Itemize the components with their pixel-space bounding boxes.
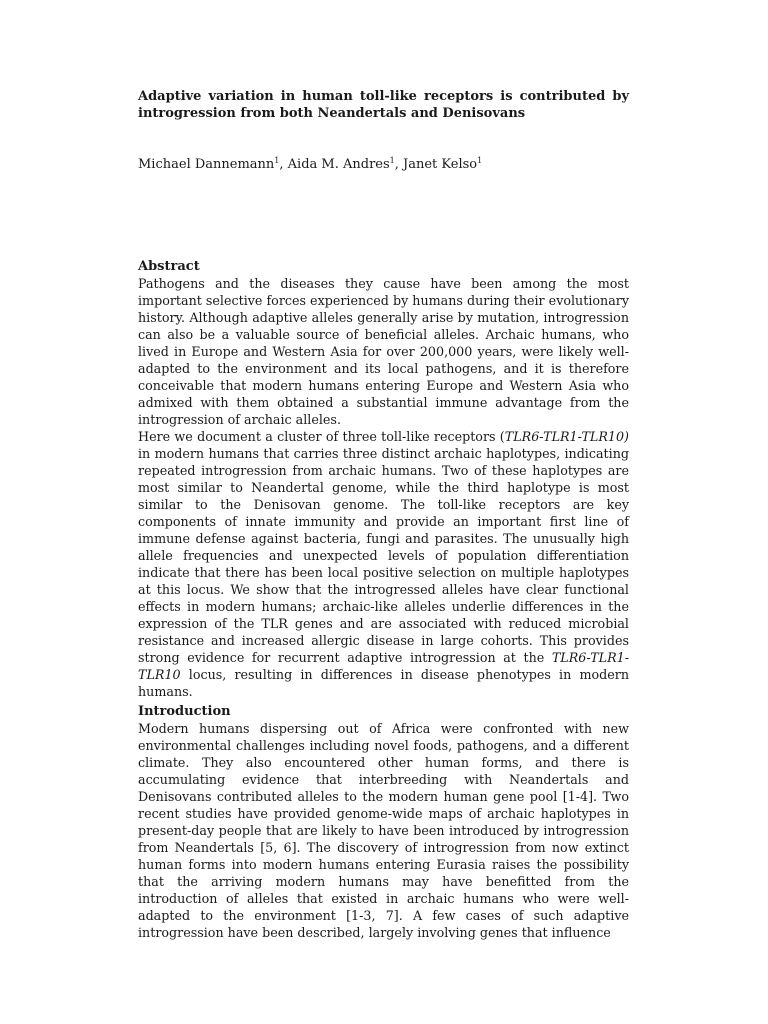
abstract-heading: Abstract bbox=[138, 259, 200, 274]
author-separator: , bbox=[394, 157, 404, 172]
author-affiliation: 1 bbox=[389, 156, 395, 165]
author-affiliation: 1 bbox=[274, 156, 280, 165]
abstract-text: Here we document a cluster of three toll-like receptors ( bbox=[138, 429, 505, 444]
abstract-paragraph-1: Pathogens and the diseases they cause have been among the most important selective forces experienced by humans during their evolutionary history. Although adaptive alleles generally arise by mutation, introgression can also be a valuable source of beneficial alleles. Archaic humans, who lived in Europe and Western Asia for over 200,000 years, were likely well-adapted to the environment and its local pathogens, and it is therefore conceivable that modern humans entering Europe and Western Asia who admixed with them obtained a substantial immune advantage from the introgression of archaic alleles. bbox=[138, 276, 629, 427]
paper-title: Adaptive variation in human toll-like receptors is contributed by introgression from both Neandertals and Denisovans bbox=[138, 89, 629, 121]
author-name: Janet Kelso bbox=[403, 157, 478, 172]
author-name: Michael Dannemann bbox=[138, 157, 275, 172]
author-affiliation: 1 bbox=[477, 156, 483, 165]
gene-name: TLR6-TLR1-TLR10) bbox=[504, 429, 629, 444]
abstract-section bbox=[138, 258, 629, 700]
introduction-section bbox=[138, 703, 629, 941]
author-list bbox=[138, 156, 482, 173]
abstract-paragraph-2 bbox=[138, 428, 629, 700]
author-name: Aida M. Andres bbox=[287, 157, 390, 172]
introduction-heading: Introduction bbox=[138, 704, 231, 719]
introduction-paragraph-1: Modern humans dispersing out of Africa were confronted with new environmental challenges including novel foods, pathogens, and a different climate. They also encountered other human forms, and there is accumulating evidence that interbreeding with Neandertals and Denisovans contributed alleles to the modern human gene pool [1-4]. Two recent studies have provided genome-wide maps of archaic haplotypes in present-day people that are likely to have been introduced by introgression from Neandertals [5, 6]. The discovery of introgression from now extinct human forms into modern humans entering Eurasia raises the possibility that the arriving modern humans may have benefitted from the introduction of alleles that existed in archaic humans who were well-adapted to the environment [1-3, 7]. A few cases of such adaptive introgression have been described, largely involving genes that influence bbox=[138, 721, 629, 940]
abstract-text: in modern humans that carries three distinct archaic haplotypes, indicating repeated introgression from archaic humans. Two of these haplotypes are most similar to Neandertal genome, while the third haplotype is most similar to the Denisovan genome. The toll-like receptors are key components of innate immunity and provide an important first line of immune defense against bacteria, fungi and parasites. The unusually high allele frequencies and unexpected levels of population differentiation indicate that there has been local positive selection on multiple haplotypes at this locus. We show that the introgressed alleles have clear functional effects in modern humans; archaic-like alleles underlie differences in the expression of the TLR genes and are associated with reduced microbial resistance and increased allergic disease in large cohorts. This provides strong evidence for recurrent adaptive introgression at the bbox=[138, 446, 629, 665]
gene-name: TLR6-TLR1-TLR10 bbox=[138, 650, 629, 682]
author-separator: , bbox=[279, 157, 288, 172]
abstract-text: locus, resulting in differences in disease phenotypes in modern humans. bbox=[138, 667, 629, 699]
